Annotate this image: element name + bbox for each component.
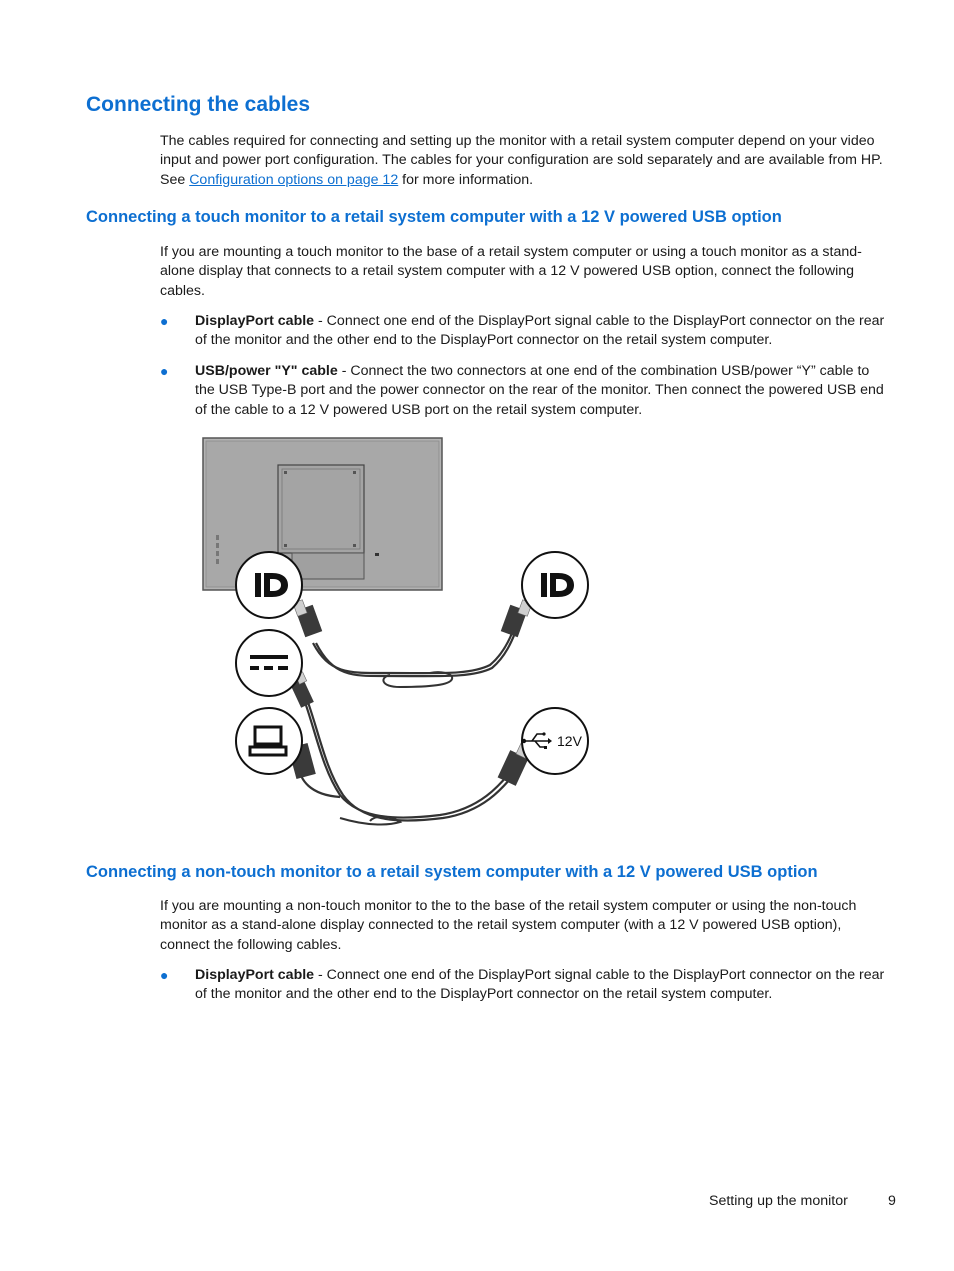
displayport-cable xyxy=(313,625,518,687)
dc-power-icon xyxy=(236,630,302,696)
bullet-text: - Connect one end of the DisplayPort signal cable to the DisplayPort connector on the rear of the monitor and the other end to the DisplayPort connector on the retail system computer. xyxy=(195,967,885,1003)
section1-heading: Connecting a touch monitor to a retail system computer with a 12 V powered USB option xyxy=(86,208,782,226)
footer-page-number: 9 xyxy=(888,1193,896,1209)
bullet-dot: ● xyxy=(160,363,169,379)
section1-intro: If you are mounting a touch monitor to the base of a retail system computer or using a touch monitor as a stand-alone display that connects to a retail system computer with a 12 V powered USB option, connect the following cables. xyxy=(160,244,862,299)
computer-usb-b-icon xyxy=(236,708,302,774)
cable-connection-figure xyxy=(200,435,600,835)
section2-heading: Connecting a non-touch monitor to a retail system computer with a 12 V powered USB option xyxy=(86,863,818,881)
page-heading: Connecting the cables xyxy=(86,93,311,116)
bullet-dot: ● xyxy=(160,967,169,983)
displayport-plug-computer xyxy=(501,600,532,638)
displayport-icon-computer xyxy=(522,552,588,618)
config-options-link[interactable]: Configuration options on page 12 xyxy=(189,171,399,188)
intro-paragraph xyxy=(160,132,885,190)
displayport-icon-monitor xyxy=(236,552,302,618)
bullet-term: DisplayPort cable xyxy=(195,313,315,329)
bullet-text: - Connect one end of the DisplayPort signal cable to the DisplayPort connector on the rear of the monitor and the other end to the DisplayPort connector on the retail system computer. xyxy=(195,313,885,349)
intro-text-before: The cables required for connecting and setting up the monitor with a retail system computer depend on your video input and power port configuration. The cables for your configuration are sold separately and are available from HP. See xyxy=(160,133,883,188)
usb-power-y-cable xyxy=(298,683,515,825)
bullet-text: - Connect the two connectors at one end of the combination USB/power “Y” cable to the USB Type-B port and the power connector on the rear of the monitor. Then connect the powered USB end of the cable to a 12 V powered USB port on the retail system computer. xyxy=(195,363,884,418)
bullet-term: USB/power "Y" cable xyxy=(195,363,338,379)
footer-section-title: Setting up the monitor xyxy=(709,1193,848,1209)
bullet-term: DisplayPort cable xyxy=(195,967,315,983)
usb-12v-label: 12V xyxy=(557,733,582,749)
section2-intro: If you are mounting a non-touch monitor to the to the base of the retail system computer or using the non-touch monitor as a stand-alone display connected to the retail system computer (with a 12 V powered USB option), connect the following cables. xyxy=(160,898,857,953)
bullet-dot: ● xyxy=(160,313,169,329)
intro-text-after: for more information. xyxy=(398,171,534,188)
displayport-plug-monitor xyxy=(293,600,322,638)
usb-12v-icon xyxy=(522,708,588,774)
monitor-rear-illustration xyxy=(203,438,442,590)
